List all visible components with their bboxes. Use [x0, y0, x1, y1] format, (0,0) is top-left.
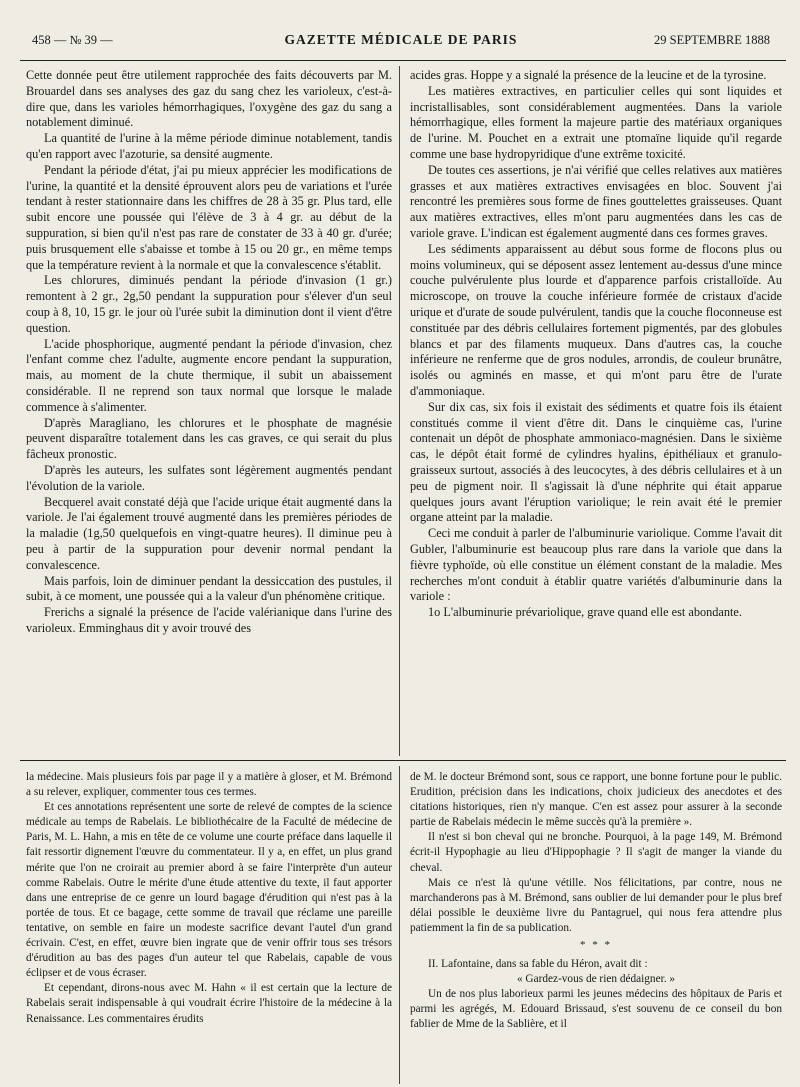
- paragraph: Et cependant, dirons-nous avec M. Hahn « il est certain que la lecture de Rabelais serait indispensable à qui voudrait écrire l'histoire de la médecine à la Renaissance. Les commentaires érudits: [26, 982, 392, 1025]
- lower-left-column: [26, 770, 392, 1082]
- upper-right-column: [410, 68, 782, 753]
- paragraph: Mais ce n'est là qu'une vétille. Nos félicitations, par contre, nous ne marchanderons pas à M. Brémond, sans oublier de lui demander pour le plus bref délai possible le deuxième livre du Pantagruel, qui nous fera attendre plus patiemment la fin de sa publication.: [410, 876, 782, 934]
- paragraph: Les matières extractives, en particulier celles qui sont liquides et incristallisables, sont considérablement augmentées. Dans la variole hémorrhagique, elles forment la majeure partie des matériaux organiques de l'urine. M. Pouchet en a extrait une ptomaïne liquide qu'il regarde comme une base hydropyridique d'une extrême toxicité.: [410, 83, 782, 161]
- column-rule-lower: [399, 766, 400, 1084]
- section-rule: [20, 760, 786, 761]
- section-separator: * * *: [580, 939, 612, 952]
- paragraph: Ceci me conduit à parler de l'albuminurie variolique. Comme l'avait dit Gubler, l'albuminurie est beaucoup plus rare dans la variole que dans la fièvre typhoïde, où elle constitue un élément constant de la maladie. Mes recherches m'ont conduit à établir quatre variétés d'albuminurie dans la variole :: [410, 526, 782, 604]
- paragraph: Il n'est si bon cheval qui ne bronche. Pourquoi, à la page 149, M. Brémond écrit-il Hypophagie au lieu d'Hippophagie ? Il s'agit de manger la viande du cheval.: [410, 831, 782, 874]
- paragraph: Un de nos plus laborieux parmi les jeunes médecins des hôpitaux de Paris et parmi les agrégés, M. Edouard Brissaud, s'est souvenu de ce conseil du bon fablier de Mme de la Sablière, et il: [410, 988, 782, 1031]
- quotation: « Gardez-vous de rien dédaigner. »: [516, 973, 676, 986]
- paragraph: acides gras. Hoppe y a signalé la présence de la leucine et de la tyrosine.: [410, 68, 767, 82]
- paragraph: L'acide phosphorique, augmenté pendant la période d'invasion, chez l'enfant comme chez l'adulte, augmente encore pendant la suppuration, mais, au moment de la chute thermique, il subit un abaissement considérable. Il ne reprend son taux normal que lorsque le malade commence à s'alimenter.: [26, 336, 392, 414]
- header-rule: [20, 60, 786, 61]
- page-header: [32, 32, 770, 52]
- paragraph: Mais parfois, loin de diminuer pendant la dessiccation des pustules, il subit, à ce moment, une poussée qui a la valeur d'un phénomène critique.: [26, 573, 392, 604]
- paragraph: Cette donnée peut être utilement rapprochée des faits découverts par M. Brouardel dans ses analyses des gaz du sang chez les varioleux, c'est-à-dire que, dans les varioles hémorrhagiques, l'oxygène des gaz du sang a notablement diminué.: [26, 68, 392, 130]
- paragraph: Les chlorures, diminués pendant la période d'invasion (1 gr.) remontent à 2 gr., 2g,50 pendant la suppuration pour s'élever d'un seul coup à 8, 10, 15 gr. le jour où l'urée subit la diminution dont il vient d'être question.: [26, 273, 392, 335]
- paragraph: Frerichs a signalé la présence de l'acide valérianique dans l'urine des varioleux. Emminghaus dit y avoir trouvé des: [26, 605, 392, 635]
- column-rule-upper: [399, 66, 400, 756]
- upper-left-column: [26, 68, 392, 753]
- journal-title: GAZETTE MÉDICALE DE PARIS: [284, 32, 518, 47]
- page-number: 458 — № 39 —: [32, 33, 113, 47]
- issue-date: 29 SEPTEMBRE 1888: [654, 33, 770, 47]
- paragraph: la médecine. Mais plusieurs fois par page il y a matière à gloser, et M. Brémond a su relever, expliquer, commenter tous ces termes.: [26, 771, 392, 799]
- paragraph: II. Lafontaine, dans sa fable du Héron, avait dit :: [428, 958, 648, 971]
- paragraph: Et ces annotations représentent une sorte de relevé de comptes de la science médicale au temps de Rabelais. Le bibliothécaire de la Faculté de médecine de Paris, M. L. Hahn, a mis en tête de ce volume une courte préface dans laquelle il fait ressortir dignement l'œuvre du commentateur. Il y a, en effet, un plus grand mérite que l'on ne croirait au premier abord à se faire l'interprète d'un auteur comme Rabelais. Outre le mérite d'une étude attentive du texte, il faut apporter dans une entreprise de ce genre un lourd bagage d'érudition qui n'est pas à la portée de tous. Et ce bagage, cette somme de travail que réclame une pareille tentative, on semble en faire un modeste sacrifice devant l'autel d'un grand écrivain. C'est, en effet, œuvre bien ingrate que de venir offrir tous ses trésors d'érudition au bas des pages d'un auteur tel que Rabelais, capable de vous éclipser et de vous écraser.: [26, 801, 392, 980]
- paragraph: Sur dix cas, six fois il existait des sédiments et quatre fois ils étaient constitués comme il vient d'être dit. Dans le cinquième cas, l'urine contenait un dépôt de phosphate ammoniaco-magnésien. Dans le sixième cas, le dépôt était formé de cylindres hyalins, épithéliaux et granulo-graisseux surtout, associés à des leucocytes, à des débris cellulaires et à un peu de pigment noir. Il s'agissait là d'une néphrite qui était apparue quelques jours avant l'éruption variolique; le rein avait été le premier organe atteint par la maladie.: [410, 399, 782, 525]
- paragraph: D'après Maragliano, les chlorures et le phosphate de magnésie peuvent disparaître totalement dans les cas graves, ce qui serait du plus fâcheux pronostic.: [26, 415, 392, 462]
- paragraph: Les sédiments apparaissent au début sous forme de flocons plus ou moins volumineux, qui se déposent assez lentement au-dessus d'une mince couche pulvérulente plus lourde et d'apparence parfois cristalloïde. Au microscope, on trouve la couche inférieure formée de cristaux d'acide urique et d'urate de soude pulvérulent, tandis que la couche floconneuse est constituée par des débris cellulaires fortement pigmentés, par des globules blancs et par des filaments muqueux. Dans d'autres cas, la couche inférieure ne renferme que de gros nodules, arrondis, de couleur brunâtre, isolés ou agminés en masse, et qui m'ont paru être de l'urate d'ammoniaque.: [410, 241, 782, 398]
- paragraph: Pendant la période d'état, j'ai pu mieux apprécier les modifications de l'urine, la quantité et la densité éprouvent alors peu de variations et l'urée tendant à rester stationnaire dans les chiffres de 28 à 35 gr. Plus tard, elle subit encore une poussée qui l'élève de 3 à 4 gr. au début de la suppuration, si bien qu'il n'est pas rare de constater de 33 à 40 gr. d'urée; puis brusquement elle s'abaisse et tombe à 15 ou 20 gr., en même temps que la température revient à la normale et que la convalescence s'établit.: [26, 162, 392, 272]
- paragraph: D'après les auteurs, les sulfates sont légèrement augmentés pendant l'évolution de la variole.: [26, 462, 392, 493]
- paragraph: La quantité de l'urine à la même période diminue notablement, tandis qu'en rapport avec l'azoturie, sa densité augmente.: [26, 131, 392, 161]
- paragraph: Becquerel avait constaté déjà que l'acide urique était augmenté dans la variole. Je l'ai également trouvé augmenté dans les premières périodes de la maladie (1g,50 quelquefois en vingt-quatre heures). Il diminue peu à peu à partir de la suppuration pour devenir normal pendant la convalescence.: [26, 494, 392, 572]
- paragraph: 1o L'albuminurie prévariolique, grave quand elle est abondante.: [428, 605, 742, 620]
- paragraph: De toutes ces assertions, je n'ai vérifié que celles relatives aux matières grasses et aux matières extractives envisagées en bloc. Souvent j'ai rencontré les premières sous forme de fines gouttelettes graisseuses. Quant aux matières extractives, elles m'ont paru augmentées dans les cas de variole grave. L'indican est également augmenté dans ces formes graves.: [410, 162, 782, 240]
- paragraph: de M. le docteur Brémond sont, sous ce rapport, une bonne fortune pour le public. Erudition, précision dans les indications, choix judicieux des anecdotes et des citations historiques, rien n'y manque. C'en est assez pour assurer à la seconde partie de Rabelais médecin le même succès qu'à la première ».: [410, 771, 782, 829]
- lower-right-column: [410, 770, 782, 1082]
